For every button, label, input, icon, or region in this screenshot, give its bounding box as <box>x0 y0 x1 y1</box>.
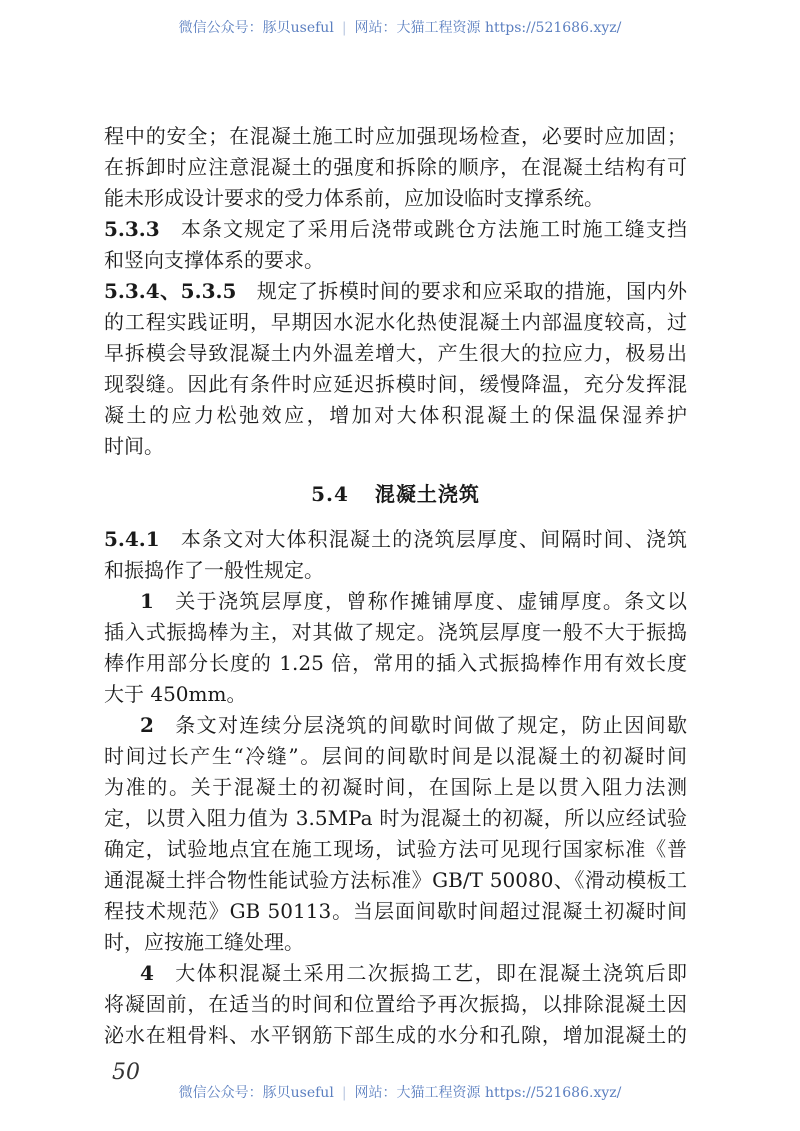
text-line <box>104 400 687 431</box>
clause-number: 5.4.1 <box>104 527 160 551</box>
clause-number: 4 <box>140 961 154 985</box>
line-text: 时间过长产生“冷缝”。层间的间歇时间是以混凝土的初凝时间 <box>104 744 687 768</box>
line-text: 插入式振捣棒为主，对其做了规定。浇筑层厚度一般不大于振捣 <box>104 620 687 644</box>
line-text: 早拆模会导致混凝土内外温差增大，产生很大的拉应力，极易出 <box>104 341 687 365</box>
line-text: 大于 450mm。 <box>104 682 247 706</box>
line-text: 泌水在粗骨料、水平钢筋下部生成的水分和孔隙，增加混凝土的 <box>104 1023 687 1047</box>
line-text: 通混凝土拌合物性能试验方法标准》GB/T 50080、《滑动模板工 <box>104 868 687 892</box>
clause-number: 1 <box>140 589 154 613</box>
line-text: 条文对连续分层浇筑的间歇时间做了规定，防止因间歇 <box>173 713 687 737</box>
line-text: 程技术规范》GB 50113。当层面间歇时间超过混凝土初凝时间 <box>104 899 687 923</box>
watermark-website: 网站：大猫工程资源 https://521686.xyz/ <box>354 20 622 36</box>
text-line <box>104 741 687 772</box>
text-line <box>104 834 687 865</box>
watermark-divider: | <box>341 1085 347 1101</box>
text-line <box>104 1020 687 1051</box>
document-body <box>104 121 687 1051</box>
text-line <box>104 338 687 369</box>
line-text: 程中的安全；在混凝土施工时应加强现场检查，必要时应加固； <box>104 124 687 148</box>
text-line <box>104 927 687 958</box>
watermark-header <box>0 17 800 37</box>
page-number: 50 <box>112 1060 140 1085</box>
text-line <box>104 121 687 152</box>
text-line <box>104 276 687 307</box>
line-text: 和竖向支撑体系的要求。 <box>104 248 324 272</box>
text-line <box>104 865 687 896</box>
line-text: 在拆卸时应注意混凝土的强度和拆除的顺序，在混凝土结构有可 <box>104 155 687 179</box>
line-text: 棒作用部分长度的 1.25 倍，常用的插入式振捣棒作用有效长度 <box>104 651 687 675</box>
text-line <box>104 710 687 741</box>
text-line <box>104 803 687 834</box>
watermark-wechat: 微信公众号：豚贝useful <box>178 20 334 36</box>
line-text: 能未形成设计要求的受力体系前，应加设临时支撑系统。 <box>104 186 604 210</box>
line-text: 和振捣作了一般性规定。 <box>104 558 324 582</box>
line-text: 的工程实践证明，早期因水泥水化热使混凝土内部温度较高，过 <box>104 310 687 334</box>
section-number: 5.4 <box>311 482 349 506</box>
text-line <box>104 369 687 400</box>
watermark-footer <box>0 1082 800 1102</box>
text-line <box>104 648 687 679</box>
text-line <box>104 679 687 710</box>
text-line <box>104 152 687 183</box>
text-line <box>104 245 687 276</box>
text-line <box>104 896 687 927</box>
text-line <box>104 524 687 555</box>
line-text: 本条文对大体积混凝土的浇筑层厚度、间隔时间、浇筑 <box>179 527 687 551</box>
text-line <box>104 183 687 214</box>
line-text: 关于浇筑层厚度，曾称作摊铺厚度、虚铺厚度。条文以 <box>173 589 687 613</box>
text-line <box>104 431 687 462</box>
text-line <box>104 555 687 586</box>
section-title: 混凝土浇筑 <box>374 482 480 506</box>
line-text: 现裂缝。因此有条件时应延迟拆模时间，缓慢降温，充分发挥混 <box>104 372 687 396</box>
line-text: 本条文规定了采用后浇带或跳仓方法施工时施工缝支挡 <box>179 217 687 241</box>
text-line <box>104 958 687 989</box>
line-text: 凝土的应力松弛效应，增加对大体积混凝土的保温保湿养护 <box>104 403 687 427</box>
text-line <box>104 989 687 1020</box>
line-text: 将凝固前，在适当的时间和位置给予再次振捣，以排除混凝土因 <box>104 992 687 1016</box>
watermark-wechat: 微信公众号：豚贝useful <box>178 1085 334 1101</box>
text-line <box>104 586 687 617</box>
watermark-website: 网站：大猫工程资源 https://521686.xyz/ <box>354 1085 622 1101</box>
watermark-divider: | <box>341 20 347 36</box>
clause-number: 5.3.3 <box>104 217 160 241</box>
text-line <box>104 307 687 338</box>
clause-number: 2 <box>140 713 154 737</box>
text-line <box>104 772 687 803</box>
clause-number: 5.3.4、5.3.5 <box>104 279 237 303</box>
section-heading <box>104 479 687 510</box>
line-text: 时，应按施工缝处理。 <box>104 930 304 954</box>
line-text: 规定了拆模时间的要求和应采取的措施，国内外 <box>256 279 688 303</box>
line-text: 定，以贯入阻力值为 3.5MPa 时为混凝土的初凝，所以应经试验 <box>104 806 687 830</box>
line-text: 为准的。关于混凝土的初凝时间，在国际上是以贯入阻力法测 <box>104 775 687 799</box>
text-line <box>104 617 687 648</box>
line-text: 大体积混凝土采用二次振捣工艺，即在混凝土浇筑后即 <box>173 961 687 985</box>
line-text: 确定，试验地点宜在施工现场，试验方法可见现行国家标准《普 <box>104 837 687 861</box>
line-text: 时间。 <box>104 434 164 458</box>
text-line <box>104 214 687 245</box>
